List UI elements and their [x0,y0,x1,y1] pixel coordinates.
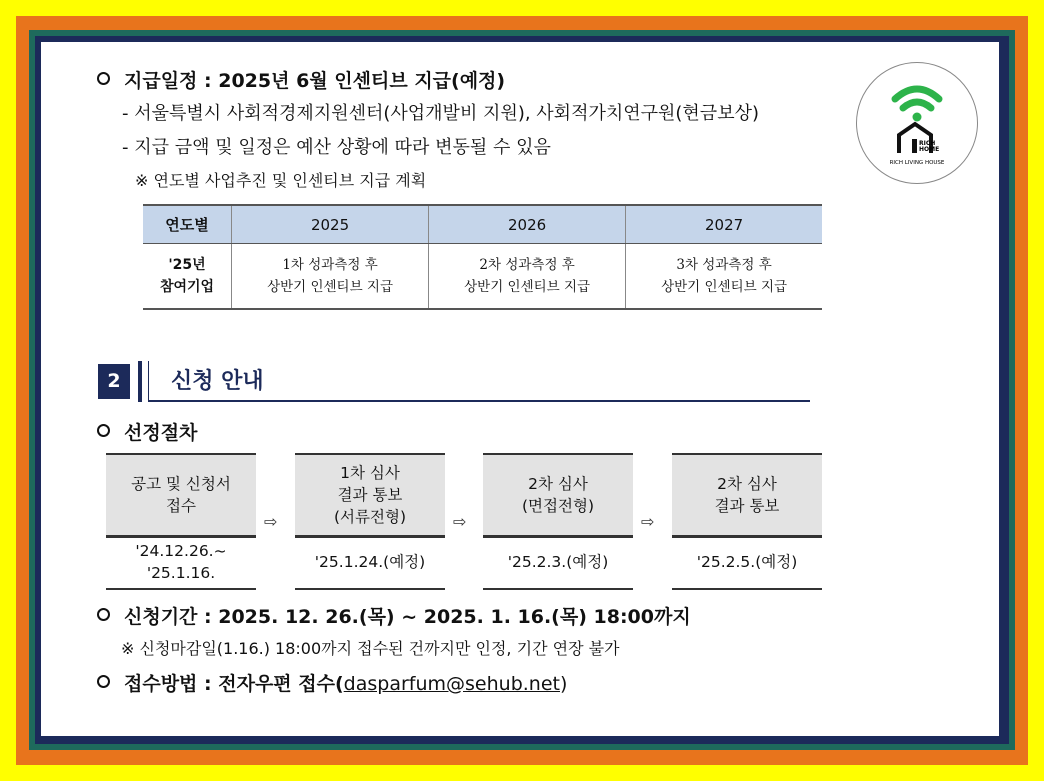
step-date: '25.1.24.(예정) [295,536,445,590]
schedule-line-1: - 서울특별시 사회적경제지원센터(사업개발비 지원), 사회적가치연구원(현금보상) [122,103,759,124]
step-date: '24.12.26.~ '25.1.16. [106,536,256,590]
step-3 [483,453,633,538]
rich-home-logo [856,62,978,184]
arrow-right-icon: ⇨ [453,512,467,531]
section-title: 신청 안내 [171,369,264,394]
step-1 [106,453,256,538]
schedule-note: ※ 연도별 사업추진 및 인센티브 지급 계획 [135,171,427,190]
logo-caption: RICH LIVING HOUSE [889,160,945,166]
step-label: 2차 심사 (면접전형) [522,475,594,515]
section-number: 2 [98,364,130,399]
method-close: ) [559,673,568,695]
period-note: ※ 신청마감일(1.16.) 18:00까지 접수된 건까지만 인정, 기간 연장 불가 [121,639,620,658]
email-link[interactable]: dasparfum@sehub.net [343,673,560,695]
method-line [97,669,567,696]
schedule-heading: 지급일정 : 2025년 6월 인센티브 지급(예정) [97,66,505,93]
period-heading: 신청기간 : 2025. 12. 26.(목) ~ 2025. 1. 16.(목) 18:00까지 [97,602,691,629]
table-cell: 1차 성과측정 후 상반기 인센티브 지급 [232,244,429,310]
arrow-right-icon: ⇨ [264,512,278,531]
selection-heading: 선정절차 [97,418,197,445]
step-date: '25.2.5.(예정) [672,536,822,590]
table-header: 2025 [232,205,429,244]
row-label: '25년 참여기업 [143,244,232,310]
table-header: 2027 [626,205,822,244]
method-label: 접수방법 : 전자우편 접수( [124,673,344,695]
table-cell: 3차 성과측정 후 상반기 인센티브 지급 [626,244,822,310]
table-cell: 2차 성과측정 후 상반기 인센티브 지급 [429,244,626,310]
wifi-house-icon [857,63,977,183]
bullet-icon [97,608,110,621]
logo-line-1: RICH [919,140,936,147]
table-header-row [143,205,822,244]
section-underline [148,400,810,402]
step-label: 2차 심사 결과 통보 [714,475,780,515]
bullet-icon [97,675,110,688]
step-2 [295,453,445,538]
section-bar [138,361,142,402]
section-bar-thin [148,361,149,402]
bullet-icon [97,72,110,85]
document-page [41,42,999,736]
incentive-plan-table [143,204,822,310]
step-4 [672,453,822,538]
table-row [143,244,822,310]
schedule-line-2: - 지급 금액 및 일정은 예산 상황에 따라 변동될 수 있음 [122,137,551,158]
arrow-right-icon: ⇨ [641,512,655,531]
bullet-icon [97,424,110,437]
logo-line-2: HOME [919,146,940,153]
table-header: 연도별 [143,205,232,244]
step-date: '25.2.3.(예정) [483,536,633,590]
step-label: 공고 및 신청서 접수 [131,475,231,515]
table-header: 2026 [429,205,626,244]
step-label: 1차 심사 결과 통보 (서류전형) [334,464,406,526]
